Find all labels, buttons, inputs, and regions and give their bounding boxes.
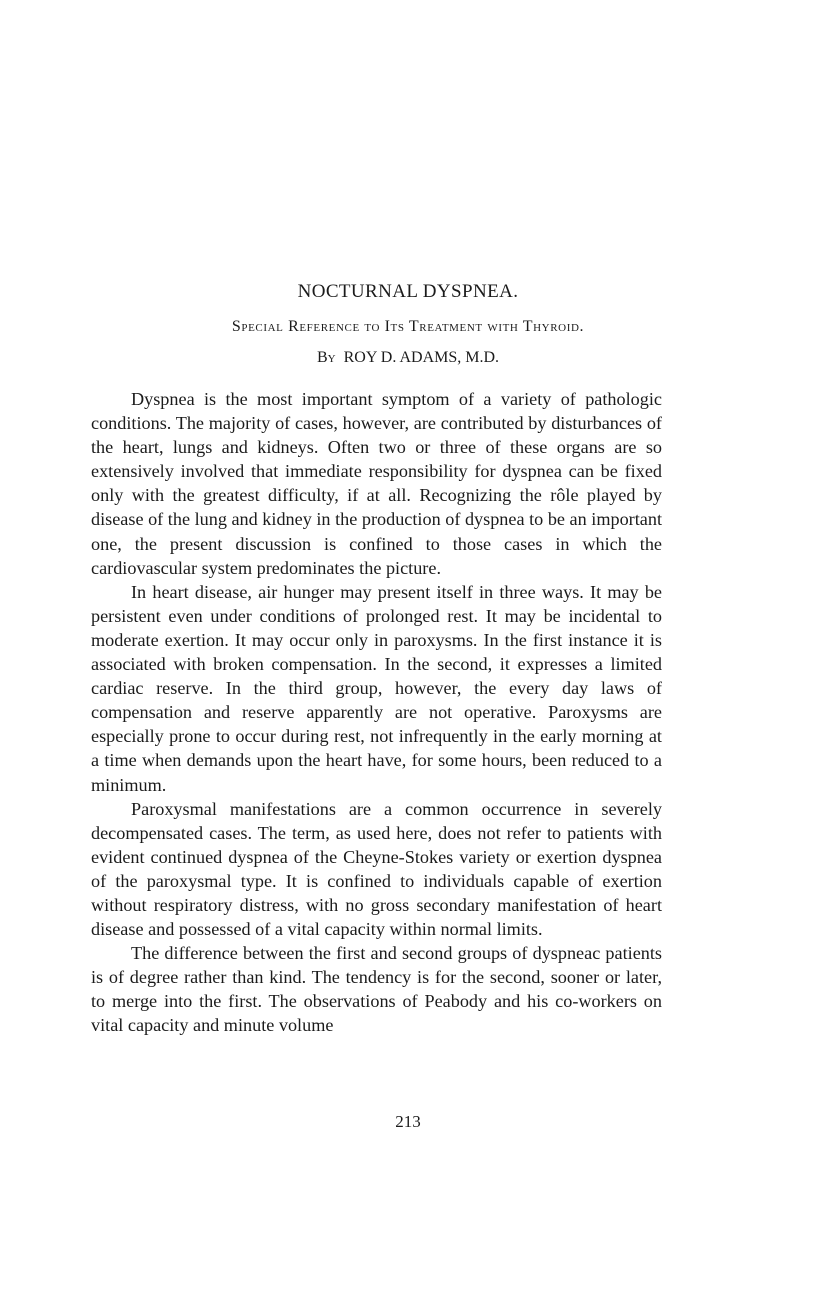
paragraph: The difference between the first and second groups of dyspneac patients is of degree rather than kind. The tendency is for the second, sooner or later, to merge into the first. The observations of Peabody and his co-workers on vital capacity and minute volume <box>91 943 662 1036</box>
paragraph: Dyspnea is the most important symptom of a variety of pathologic conditions. The majority of cases, however, are contributed by disturbances of the heart, lungs and kidneys. Often two or three of these organs are so extensively involved that immediate responsibility for dyspnea can be fixed only with the greatest difficulty, if at all. Recognizing the rôle played by disease of the lung and kidney in the production of dyspnea to be an important one, the present discussion is confined to those cases in which the cardiovascular system predominates the picture. <box>91 389 662 578</box>
article-body <box>91 387 662 1038</box>
page-number: 213 <box>395 1112 421 1131</box>
article-subtitle: Special Reference to Its Treatment with Thyroid. <box>231 318 585 335</box>
byline <box>0 349 816 367</box>
paragraph: In heart disease, air hunger may present itself in three ways. It may be persistent even under conditions of prolonged rest. It may be incidental to moderate exertion. It may occur only in paroxysms. In the first instance it is associated with broken compensation. In the second, it expresses a limited cardiac reserve. In the third group, however, the every day laws of compensation and reserve apparently are not operative. Paroxysms are especially prone to occur during rest, not infrequently in the early morning at a time when demands upon the heart have, for some hours, been reduced to a minimum. <box>91 581 662 795</box>
article-title: NOCTURNAL DYSPNEA. <box>297 281 519 302</box>
byline-prefix: By <box>316 349 336 366</box>
author-name: ROY D. ADAMS, M.D. <box>343 349 500 366</box>
paragraph: Paroxysmal manifestations are a common occurrence in severely decompensated cases. The term, as used here, does not refer to patients with evident continued dyspnea of the Cheyne-Stokes variety or exertion dyspnea of the paroxysmal type. It is confined to individuals capable of exertion without respiratory distress, with no gross secondary manifestation of heart disease and possessed of a vital capacity within normal limits. <box>91 798 662 940</box>
